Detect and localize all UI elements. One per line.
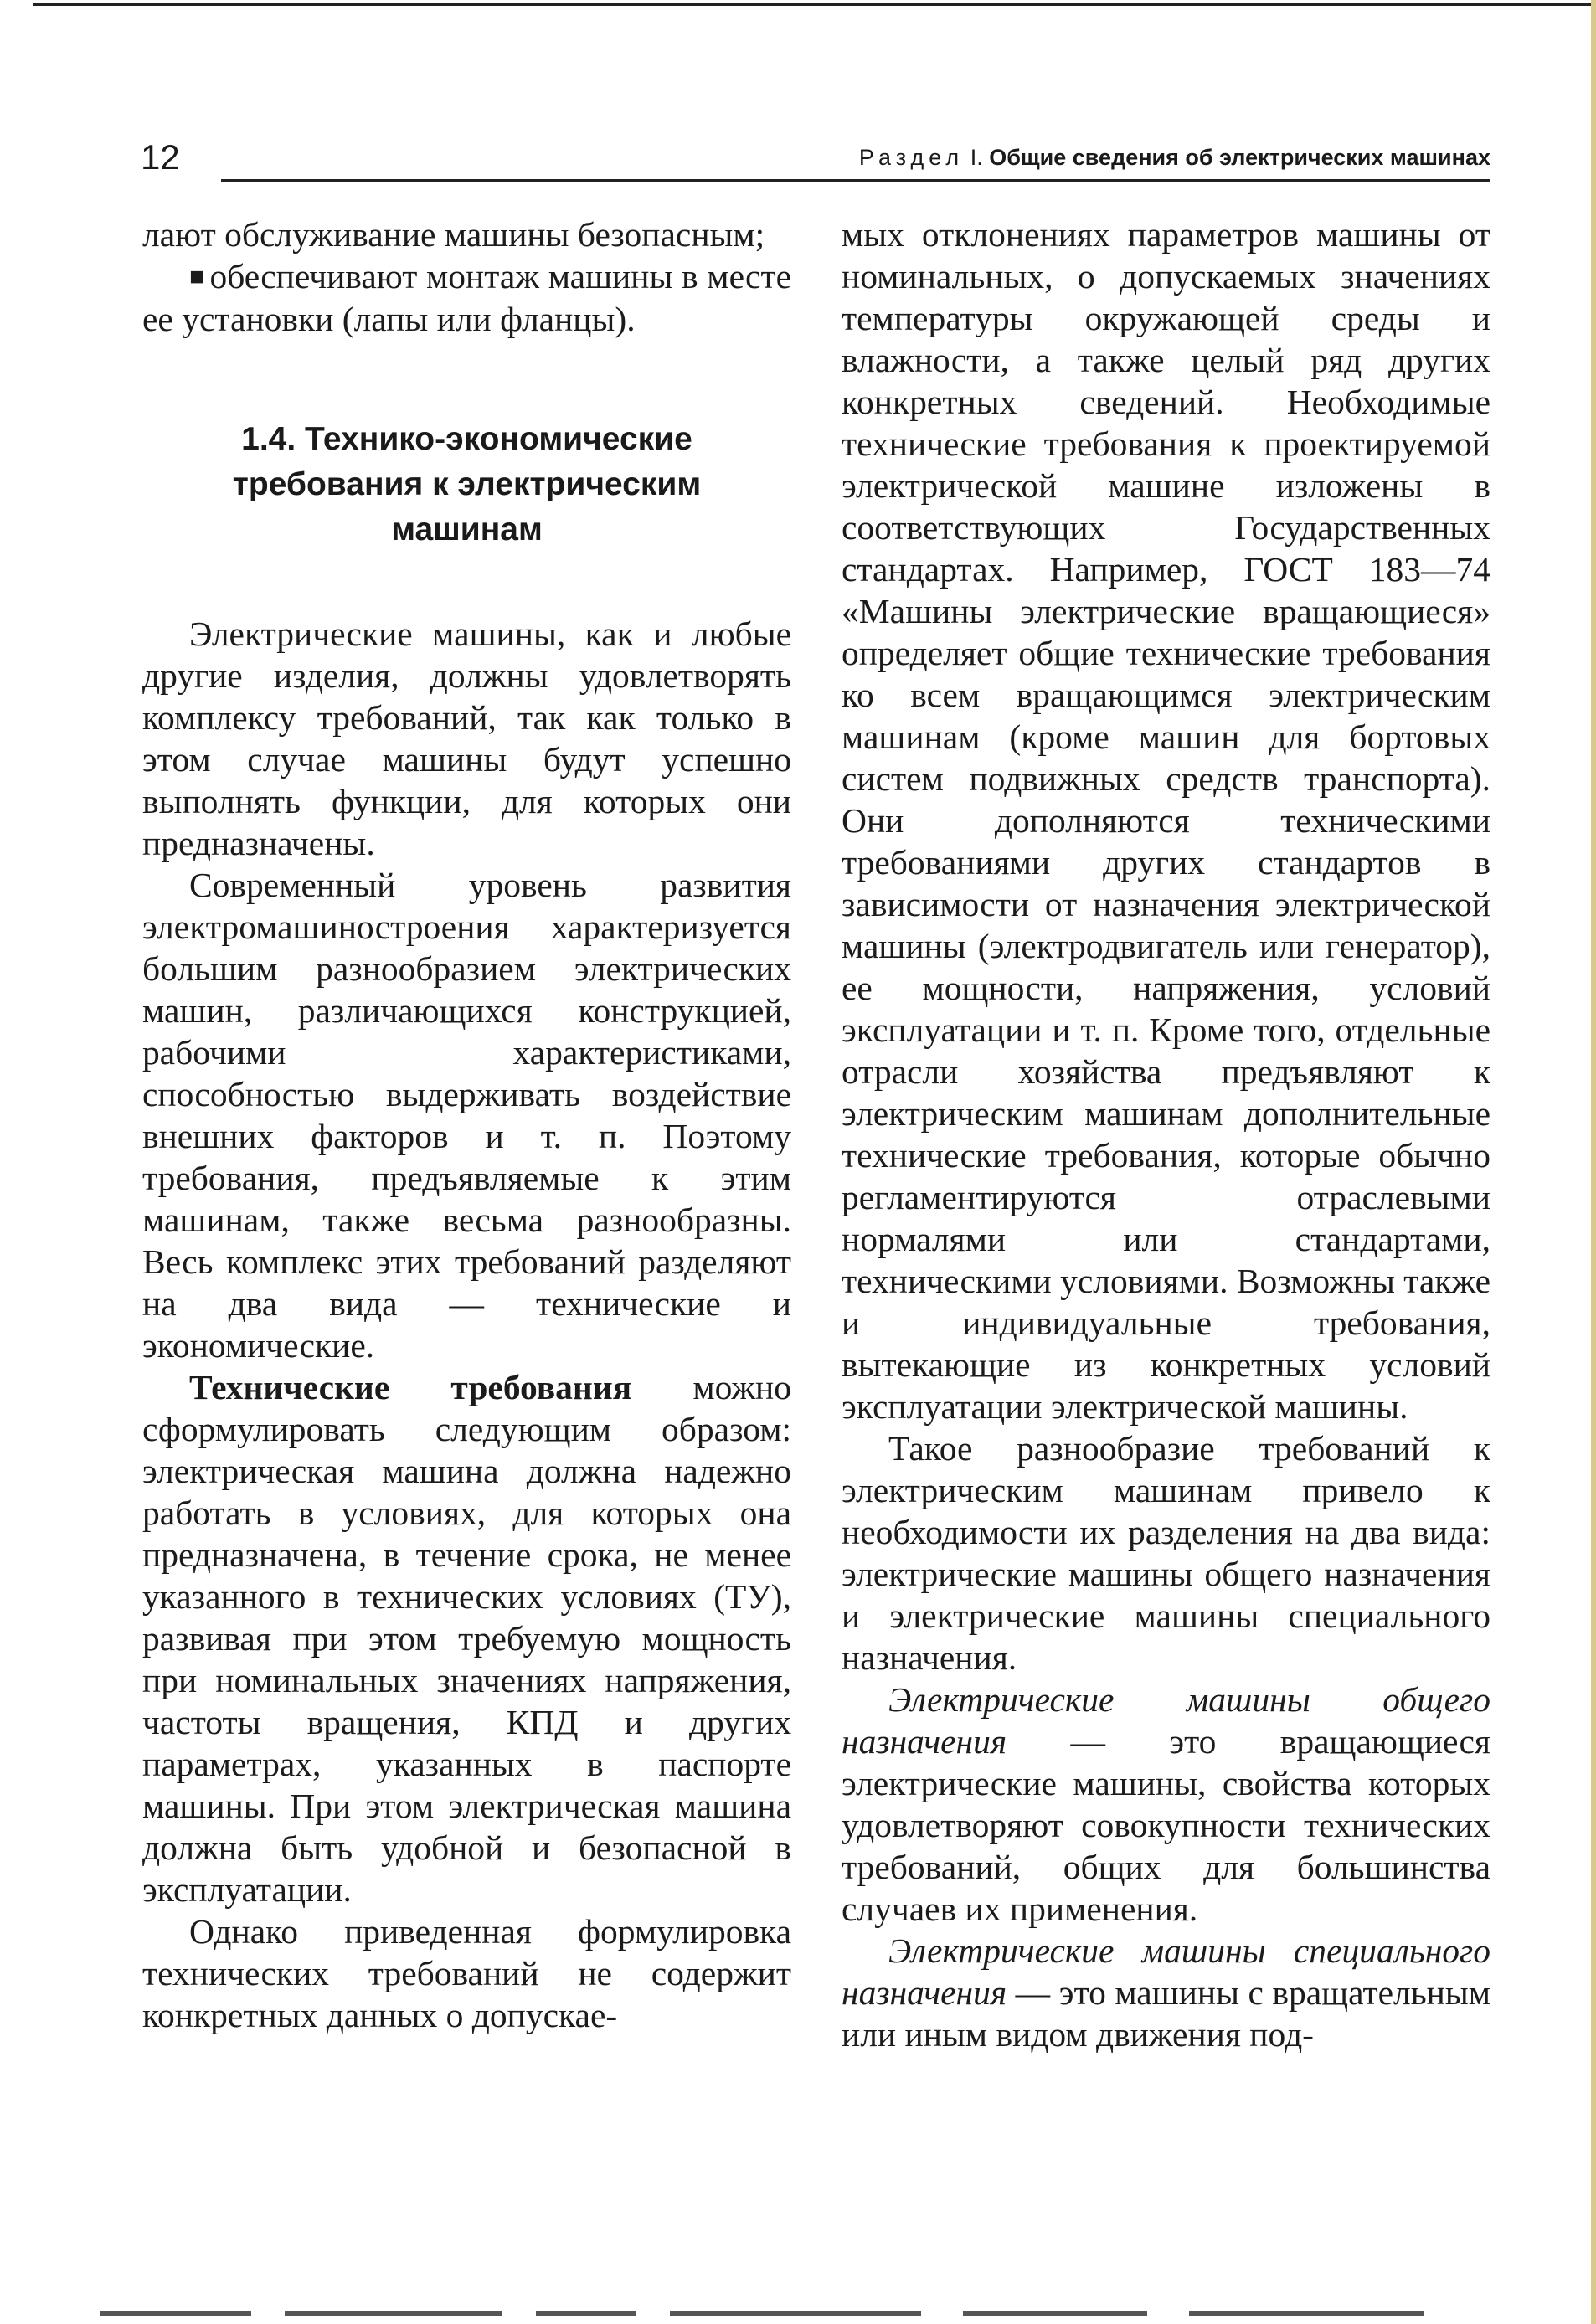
bullet-item (142, 255, 791, 340)
page-number: 12 (141, 137, 180, 177)
paragraph: мых отклонениях параметров машины от номинальных, о допускаемых значениях температуры окружающей среды и влажности, а также целый ряд других конкретных сведений. Необходимые технические требования к проектируемой электрической машине изложены в соответствующих Государственных стандартах. Например, ГОСТ 183—74 «Машины электрические вращающиеся» определяет общие технические требования ко всем вращающимся электрическим машинам (кроме машин для бортовых систем подвижных средств транспорта). Они дополняются техническими требованиями других стандартов в зависимости от назначения электрической машины (электродвигатель или генератор), ее мощности, напряжения, условий эксплуатации и т. п. Кроме того, отдельные отрасли хозяйства предъявляют к электрическим машинам дополнительные технические требования, которые обычно регламентируются отраслевыми нормалями или стандартами, техническими условиями. Возможны также и индивидуальные требования, вытекающие из конкретных условий эксплуатации электрической машины. (842, 215, 1491, 1426)
square-bullet-icon: ■ (189, 263, 205, 290)
paragraph: Современный уровень развития электромашиностроения характеризуется большим разнообразием электрических машин, различающихся конструкцией, рабочими характеристиками, способностью выдерживать воздействие внешних факторов и т. п. Поэтому требования, предъявляемые к этим машинам, также весьма разнообразны. Весь комплекс этих требований разделяют на два вида — технические и экономические. (142, 866, 791, 1365)
top-scan-edge (33, 3, 1596, 6)
italic-term: Электрические машины специального назначения (842, 1931, 1490, 2012)
paragraph-text: можно сформулировать следующим образом: электрическая машина должна надежно работать в условиях, для которых она предназначена, в течение срока, не менее указанного в технических условиях (ТУ), развивая при этом требуемую мощность при номинальных значениях напряжения, частоты вращения, КПД и других параметрах, указанных в паспорте машины. При этом электрическая машина должна быть удобной и безопасной в эксплуатации. (142, 1368, 791, 1909)
bullet-text: обеспечивают монтаж машины в месте ее установки (лапы или фланцы). (142, 257, 791, 338)
running-head-title (859, 141, 1490, 174)
paragraph-text: — это машины с вращательным или иным видом движения под- (842, 1973, 1490, 2054)
paragraph (842, 1679, 1490, 1930)
header-rule (221, 179, 1490, 182)
page-right-edge (1591, 0, 1596, 2324)
bold-term: Технические требования (189, 1368, 632, 1406)
section-heading: 1.4. Технико-экономические требования к электрическим машинам (232, 421, 702, 548)
paragraph: Однако приведенная формулировка технических требований не содержит конкретных данных о допускае- (142, 1912, 791, 2034)
paragraph-text: — это вращающиеся электрические машины, свойства которых удовлетворяют совокупности технических требований, общих для большинства случаев их применения. (842, 1722, 1490, 1928)
paragraph (842, 1930, 1490, 2055)
section-word: Раздел (858, 145, 965, 170)
left-column (142, 213, 791, 2036)
italic-term: Электрические машины общего назначения (842, 1680, 1490, 1761)
running-header (141, 134, 1490, 184)
bottom-scan-edge (0, 2304, 1596, 2324)
paragraph (142, 1366, 791, 1910)
right-column (842, 213, 1490, 2055)
section-title-running: Общие сведения об электрических машинах (989, 145, 1490, 170)
paragraph: Электрические машины, как и любые другие изделия, должны удовлетворять комплексу требований, так как только в этом случае машины будут успешно выполнять функции, для которых они предназначены. (142, 614, 791, 862)
section-numeral: I. (970, 145, 983, 170)
continuation-text: лают обслуживание машины безопасным; (142, 215, 765, 254)
paragraph: Такое разнообразие требований к электрическим машинам привело к необходимости их разделения на два вида: электрические машины общего назначения и электрические машины специального назначения. (842, 1429, 1490, 1677)
